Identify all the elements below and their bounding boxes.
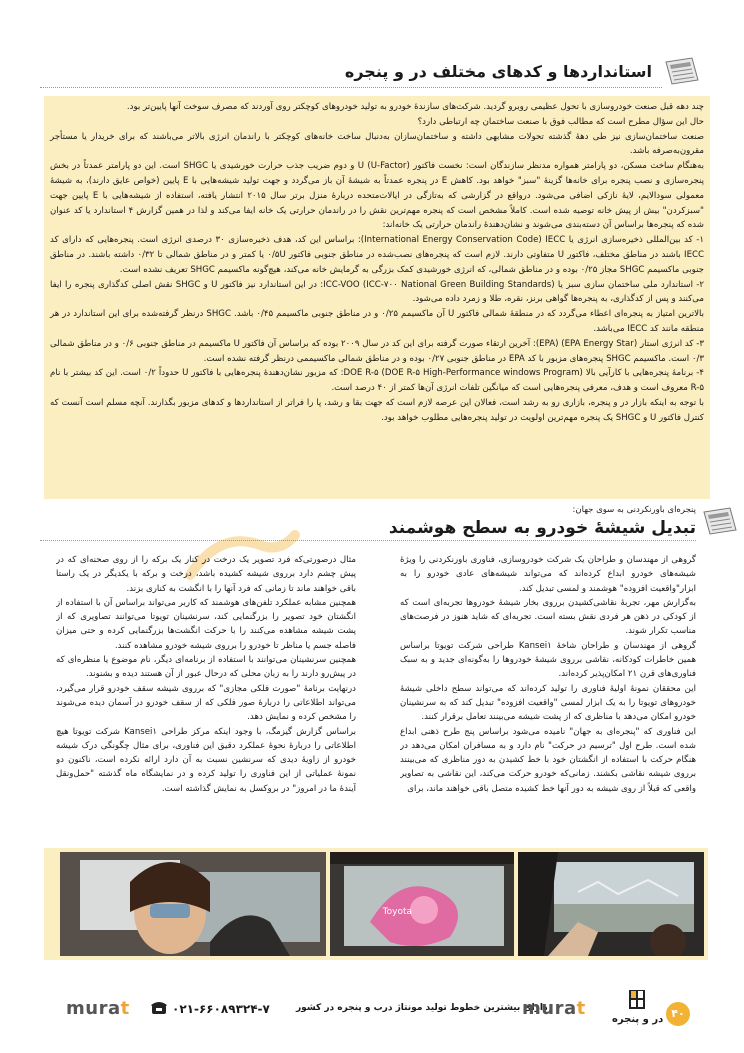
magazine-name: در و پنجره [612,1014,664,1025]
photo-window-sketch [330,852,514,956]
paragraph: صنعت ساختمان‌سازی نیز طی دههٔ گذشته تحولات مشابهی داشته و ساختمان‌سازان به‌دنبال ساخت خانه‌های کوچکتر با راندمان انرژی بالاتر می‌باشند که برای خریدار یا مستأجر مقرون‌به‌صرفه باشد. [50,131,704,157]
paragraph-conclusion: با توجه به اینکه بازار در و پنجره، بازاری رو به رشد است، فعالان این عرصه لازم است که جهت بقا و رشد، پا را فراتر از استانداردها و کدهای مزبور بگذارند. آنچه مسلم است آنست که کنترل فاکتور U و SHGC یک پنجره مهم‌ترین اولویت در تولید پنجره‌هایی مطلوب خواهد بود. [50,397,704,423]
section2-column-left [56,553,356,845]
paragraph-standard-2: ۲- استاندارد ملی ساختمان سازی سبز یا ICC-VOO (ICC-۷۰۰ National Green Building Standards): در این استاندارد نیز فاکتور U و SHGC نقش اصلی کدگذاری پنجره را ایفا می‌کنند و پس از کدگذاری، به پنجره‌ها گواهی برنز، نقره، طلا و زمرد داده می‌شود. [50,279,704,305]
paragraph: گروهی از مهندسان و طراحان شاخهٔ Kansei۱ طراحی شرکت تویوتا براساس همین خاطرات کودکانه، نقاشی برروی شیشهٔ خودروها را به‌گونه‌ای جدید و به سبک فناوری‌های قرن ۲۱ امکان‌پذیر کرده‌اند. [400,640,696,680]
section1-body [44,96,710,499]
paragraph: این فناوری که "پنجره‌ای به جهان" نامیده می‌شود براساس پنج طرح ذهنی ابداع شده است. طرح اول "ترسیم در حرکت" نام دارد و به مسافران امکان می‌دهد در هنگام حرکت با استفاده از انگشتان خود با خط کشیدن به دور مناظری که می‌بینند برروی شیشه نقاشی بکشند. زمانی‌که خودرو حرکت می‌کند، این نقاشی به تصاویر واقعی که قبلاً از روی شیشه به دور آنها خط کشیده متصل باقی خواهند ماند، برای [400,726,696,794]
newspaper-icon [700,506,740,536]
photo-passenger [60,852,326,956]
page-footer [0,990,744,1030]
paragraph: حال این سؤال مطرح است که مطالب فوق با صنعت ساختمان چه ارتباطی دارد؟ [417,116,704,127]
paragraph: چند دهه قبل صنعت خودروسازی با تحول عظیمی روبرو گردید. شرکت‌های سازندهٔ خودرو به تولید خودروهای کوچکتر روی آوردند که مصرف سوخت آنها پایین‌تر بود. [126,102,704,112]
paragraph: به‌گزارش مهر، تجربهٔ نقاشی‌کشیدن برروی بخار شیشهٔ خودروها تجربه‌ای است که از کودکی در ذهن هر فردی نقش بسته است. تجربه‌ای که شاید هنوز در فرصت‌های مناسب تکرار شوند. [400,597,696,637]
phone-icon [150,1000,168,1016]
murat-logo: murat [66,998,130,1019]
paragraph-standard-4: ۴- برنامهٔ پنجره‌هایی با کارآیی بالا DOE R-۵ (DOE R-۵ High-Performance windows Program): که مزبور نشان‌دهندهٔ پنجره‌هایی با فاکتور U حدوداً ۰/۲ است. این کد بیشتر با نام R-۵ معروف است و هدف، معرفی پنجره‌هایی است که میانگین تلفات انرژی آن‌ها کمتر از ۴۰ درصد است. [50,368,704,394]
footer-tagline: دارای بیشترین خطوط تولید مونتاژ درب و پنجره در کشور [296,1003,548,1013]
section1-title: استانداردها و کدهای مختلف در و پنجره [344,62,652,81]
paragraph: به‌هنگام ساخت مسکن، دو پارامتر همواره مدنظر سازندگان است: نخست فاکتور U (U-Factor) و دوم ضریب جذب حرارت خورشیدی یا SHGC است. این دو پارامتر عمدتاً در بخش پنجره‌سازی و نصب پنجره برای خانه‌ها گزینهٔ "سبز" خواهد بود. کاهش E در پنجره عمدتاً به شیشهٔ آن باز می‌گردد و جهت تولید شیشه‌هایی با E پایین (خواص عایق دارند)، به شیشهٔ معمولی سودالایم، لایهٔ نازکی اضافی می‌شود. درواقع در گزارشی که به‌تازگی در ایالات‌متحده دربارهٔ منزل برتر سال ۲۰۱۵ انتشار یافته، استفاده از شیشه‌هایی با E پایین جهت "سبزکردن" بیش از پیش خانه توصیه شده است. کاملاً مشخص است که پنجره مهم‌ترین نقش را در راندمان حرارتی یک خانه ایفا می‌کند و لذا در همین گزارش ۴ استاندارد یا کد عنوان شده که پنجره‌ها براساس آن دسته‌بندی می‌شوند و نشان‌دهندهٔ راندمان حرارتی یک خانه‌اند: [50,161,704,231]
paragraph: بالاترین امتیاز به پنجره‌ای اعطاء می‌گردد که در منطقهٔ شمالی فاکتور U آن ماکسیمم ۰/۲۵ و در مناطق جنوبی ماکسیمم ۰/۴۵ باشد. SHGC درنظر گرفته‌شده برای این استاندارد در هر منطقه مانند کد IECC می‌باشد. [50,309,704,334]
murat-logo: murat [522,998,586,1019]
paragraph: همچنین سرنشینان می‌توانند با استفاده از برنامه‌ای دیگر، نام موضوع یا منظره‌ای که در پیش‌رو دارند را به زبان محلی که درحال عبور از آن هستند دیده و بشنوند. [56,655,356,680]
paragraph: همچنین مشابه عملکرد تلفن‌های هوشمند که کاربر می‌تواند براساس آن با استفاده از انگشتان خود تصویر را بزرگنمایی کند، سرنشینان تویوتا می‌توانند تصاویری که از پشت شیشه مشاهده می‌کنند را با حرکت انگشت‌ها بزرگنمایی کرده و حتی میزان فاصله جسم یا مناظر تا خودرو را برروی شیشه خودرو مشاهده کنند. [56,597,356,651]
newspaper-icon [662,56,702,86]
paragraph: این محققان نمونهٔ اولیهٔ فناوری را تولید کرده‌اند که می‌تواند سطح داخلی شیشهٔ خودروهای تویوتا را به یک ابزار لمسی "واقعیت افزوده" تبدیل کند که به سرنشینان خودرو امکان می‌دهد با مناظری که از پشت شیشه می‌بینند تعامل برقرار کنند. [400,683,696,723]
section1-header [40,56,710,90]
paragraph-standard-3: ۳- کد انرژی استار (EPA Energy Star) (EPA): آخرین ارتقاء صورت گرفته برای این کد در سال ۲۰۰۹ بوده که براساس آن فاکتور U ماکسیمم در مناطق جنوبی ۰/۶ و در مناطق شمالی ۰/۳ است. ماکسیمم SHGC پنجره‌های مزبور با کد EPA در مناطق جنوبی ۰/۲۷ بوده و در مناطق شمالی ماکسیممی درنظر گرفته نشده است. [50,338,704,364]
section1-divider [40,87,662,88]
footer-phone: ۰۲۱-۶۶۰۸۹۳۲۴-۷ [172,1002,270,1016]
section2-divider [40,540,696,541]
section2-title: تبدیل شیشهٔ خودرو به سطح هوشمند [388,518,696,538]
photo-car-window-drawing [518,852,704,956]
svg-text:Toyota: Toyota [382,907,412,917]
paragraph: مثال درصورتی‌که فرد تصویر یک درخت در کنار یک برکه را از روی صحنه‌ای که در پیش چشم دارد برروی شیشه کشیده باشد، درخت و برکه با یکدیگر در یک راستا باقی خواهند ماند تا زمانی که فرد آنها را با انگشت به کناری بزند. [56,555,356,594]
paragraph: درنهایت برنامهٔ "صورت فلکی مجازی" که برروی شیشه سقف خودرو قرار می‌گیرد، می‌تواند اطلاعاتی را دربارهٔ صور فلکی که از سقف خودرو در آسمان دیده می‌شوند را مشخص کرده و نمایش دهد. [56,683,356,723]
paragraph-standard-1: ۱- کد بین‌المللی ذخیره‌سازی انرژی یا International Energy Conservation Code) IECC): براساس این کد، هدف ذخیره‌سازی ۳۰ درصدی انرژی است. پنجره‌هایی که دارای کد IECC باشند در مناطق مختلف، فاکتور U متفاوتی دارند. لازم است که پنجره‌های نصب‌شده در مناطق جنوبی فاکتور ۰/۵U یا کمتر و در مناطق شمالی تا ۰/۳۲ داشته باشند. در مناطق جنوبی ماکسیمم SHGC مجاز ۰/۲۵ بوده و در مناطق شمالی، که انرژی خورشیدی کمک بزرگی به گرمایش خانه می‌کند، هیچ‌گونه ماکسیمم SHGC تعریف نشده است. [50,235,704,275]
page-number: ۴۰ [666,1002,690,1026]
paragraph: گروهی از مهندسان و طراحان یک شرکت خودروسازی، فناوری باورنکردنی را ویژهٔ شیشه‌های خودرو ابداع کرده‌اند که می‌تواند شیشه‌های عادی خودرو را به ابزار"واقعیت افزوده" هوشمند و لمسی تبدیل کند. [400,555,696,594]
section2-column-right [400,553,696,845]
section2-kicker: پنجره‌ای باورنکردنی به سوی جهان: [572,505,696,515]
paragraph: براساس گزارش گیزمگ، با وجود اینکه مرکز طراحی Kansei۱ شرکت تویوتا هیچ اطلاعاتی را دربارهٔ نحوهٔ عملکرد دقیق این فناوری، برای مثال چگونگی درک شیشه خودرو از زاویهٔ دیدی که سرنشین نسبت به آن دارد ارائه نکرده است، ناکنون دو نمونهٔ عملیاتی از این فناوری را تولید کرده و در نمایشگاه ماه گذشته "حمل‌ونقل آیندهٔ ما در امروز" در بروکسل به نمایش گذاشته است. [56,726,356,794]
